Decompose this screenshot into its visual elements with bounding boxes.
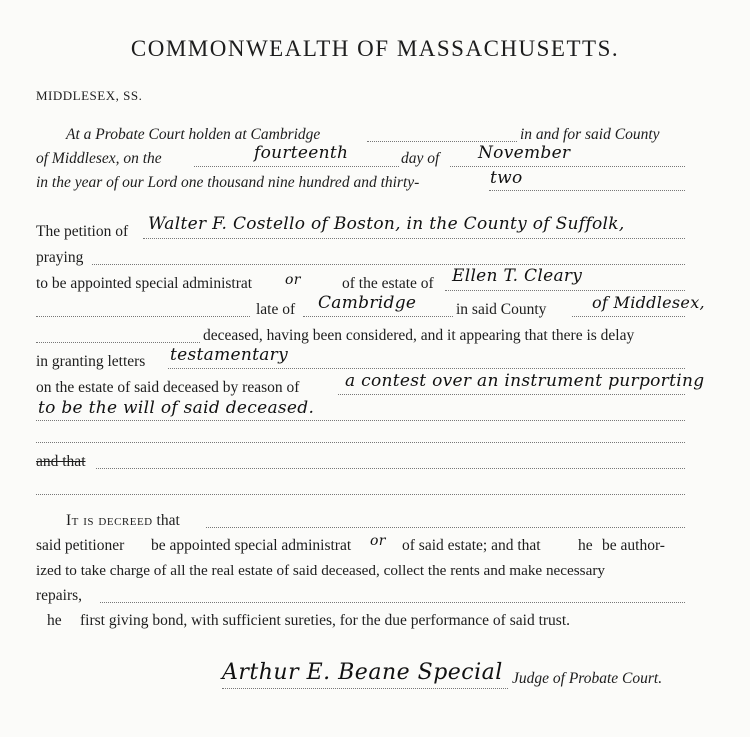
estate-of-label: of the estate of <box>342 275 434 292</box>
court-day-of: day of <box>401 150 440 167</box>
blank-line <box>36 442 685 443</box>
signature-line <box>222 688 508 689</box>
decree-line-1-hw: or <box>370 533 386 549</box>
court-line2-prefix: of Middlesex, on the <box>36 150 162 167</box>
granting-prefix: in granting letters <box>36 353 146 370</box>
decree-line-2: ized to take charge of all the real estate of said deceased, collect the rents and make necessary <box>36 562 605 579</box>
court-year-line: in the year of our Lord one thousand nine hundred and thirty- <box>36 174 420 191</box>
court-prefix: At a Probate Court holden at Cambridge <box>66 126 321 143</box>
blank-line <box>36 342 200 343</box>
judge-title: Judge of Probate Court. <box>512 670 663 687</box>
blank-line <box>367 141 517 142</box>
county-name: of Middlesex, <box>592 293 705 312</box>
in-said-county: in said County <box>456 301 547 318</box>
decree-line-1-b: be appointed special administrat <box>151 537 352 554</box>
decree-heading <box>66 512 180 530</box>
blank-line <box>303 316 453 317</box>
appointed-prefix: to be appointed special administrat <box>36 275 253 292</box>
decree-line-4-a: he <box>47 612 62 629</box>
blank-line <box>194 166 399 167</box>
decree-line-1-a: said petitioner <box>36 537 125 554</box>
decree-line-3: repairs, <box>36 587 83 604</box>
residence: Cambridge <box>318 293 417 313</box>
blank-line <box>489 190 685 191</box>
reason-line-2: to be the will of said deceased. <box>38 398 315 418</box>
it-is-decreed: It is decreed <box>66 512 153 529</box>
blank-line <box>96 468 685 469</box>
blank-line <box>143 238 685 239</box>
document-title: COMMONWEALTH OF MASSACHUSETTS. <box>130 36 620 61</box>
blank-line <box>445 290 685 291</box>
blank-line <box>36 494 685 495</box>
judge-signature: Arthur E. Beane Special <box>222 660 503 685</box>
decree-line-1-e: be author- <box>602 537 665 554</box>
court-suffix: in and for said County <box>520 126 660 143</box>
court-day: fourteenth <box>254 143 349 163</box>
decree-that: that <box>156 512 180 529</box>
and-that-struck: and that <box>36 453 86 470</box>
blank-line <box>450 166 685 167</box>
blank-line <box>100 602 685 603</box>
petitioner: Walter F. Costello of Boston, in the County of Suffolk, <box>148 214 625 234</box>
blank-line <box>168 368 685 369</box>
appointed-suffix: or <box>285 272 301 288</box>
deceased-text: deceased, having been considered, and it appearing that there is delay <box>203 327 635 344</box>
court-year: two <box>490 168 523 188</box>
decree-line-1-c: of said estate; and that <box>402 537 541 554</box>
blank-line <box>206 527 685 528</box>
decree-line-1-d: he <box>578 537 593 554</box>
blank-line <box>36 316 250 317</box>
blank-line <box>36 420 685 421</box>
court-month: November <box>478 143 571 163</box>
decree-line-4-b: first giving bond, with sufficient sureties, for the due performance of said trust. <box>80 612 570 629</box>
blank-line <box>338 394 685 395</box>
reason-prefix: on the estate of said deceased by reason of <box>36 379 300 396</box>
petition-label: The petition of <box>36 223 129 240</box>
blank-line <box>92 264 685 265</box>
praying-label: praying <box>36 249 84 266</box>
letters-type: testamentary <box>170 345 289 365</box>
county-header: MIDDLESEX, SS. <box>36 88 143 103</box>
decedent-name: Ellen T. Cleary <box>452 266 583 286</box>
reason-line-1: a contest over an instrument purporting <box>345 371 705 391</box>
blank-line <box>572 316 685 317</box>
late-of-label: late of <box>256 301 296 318</box>
